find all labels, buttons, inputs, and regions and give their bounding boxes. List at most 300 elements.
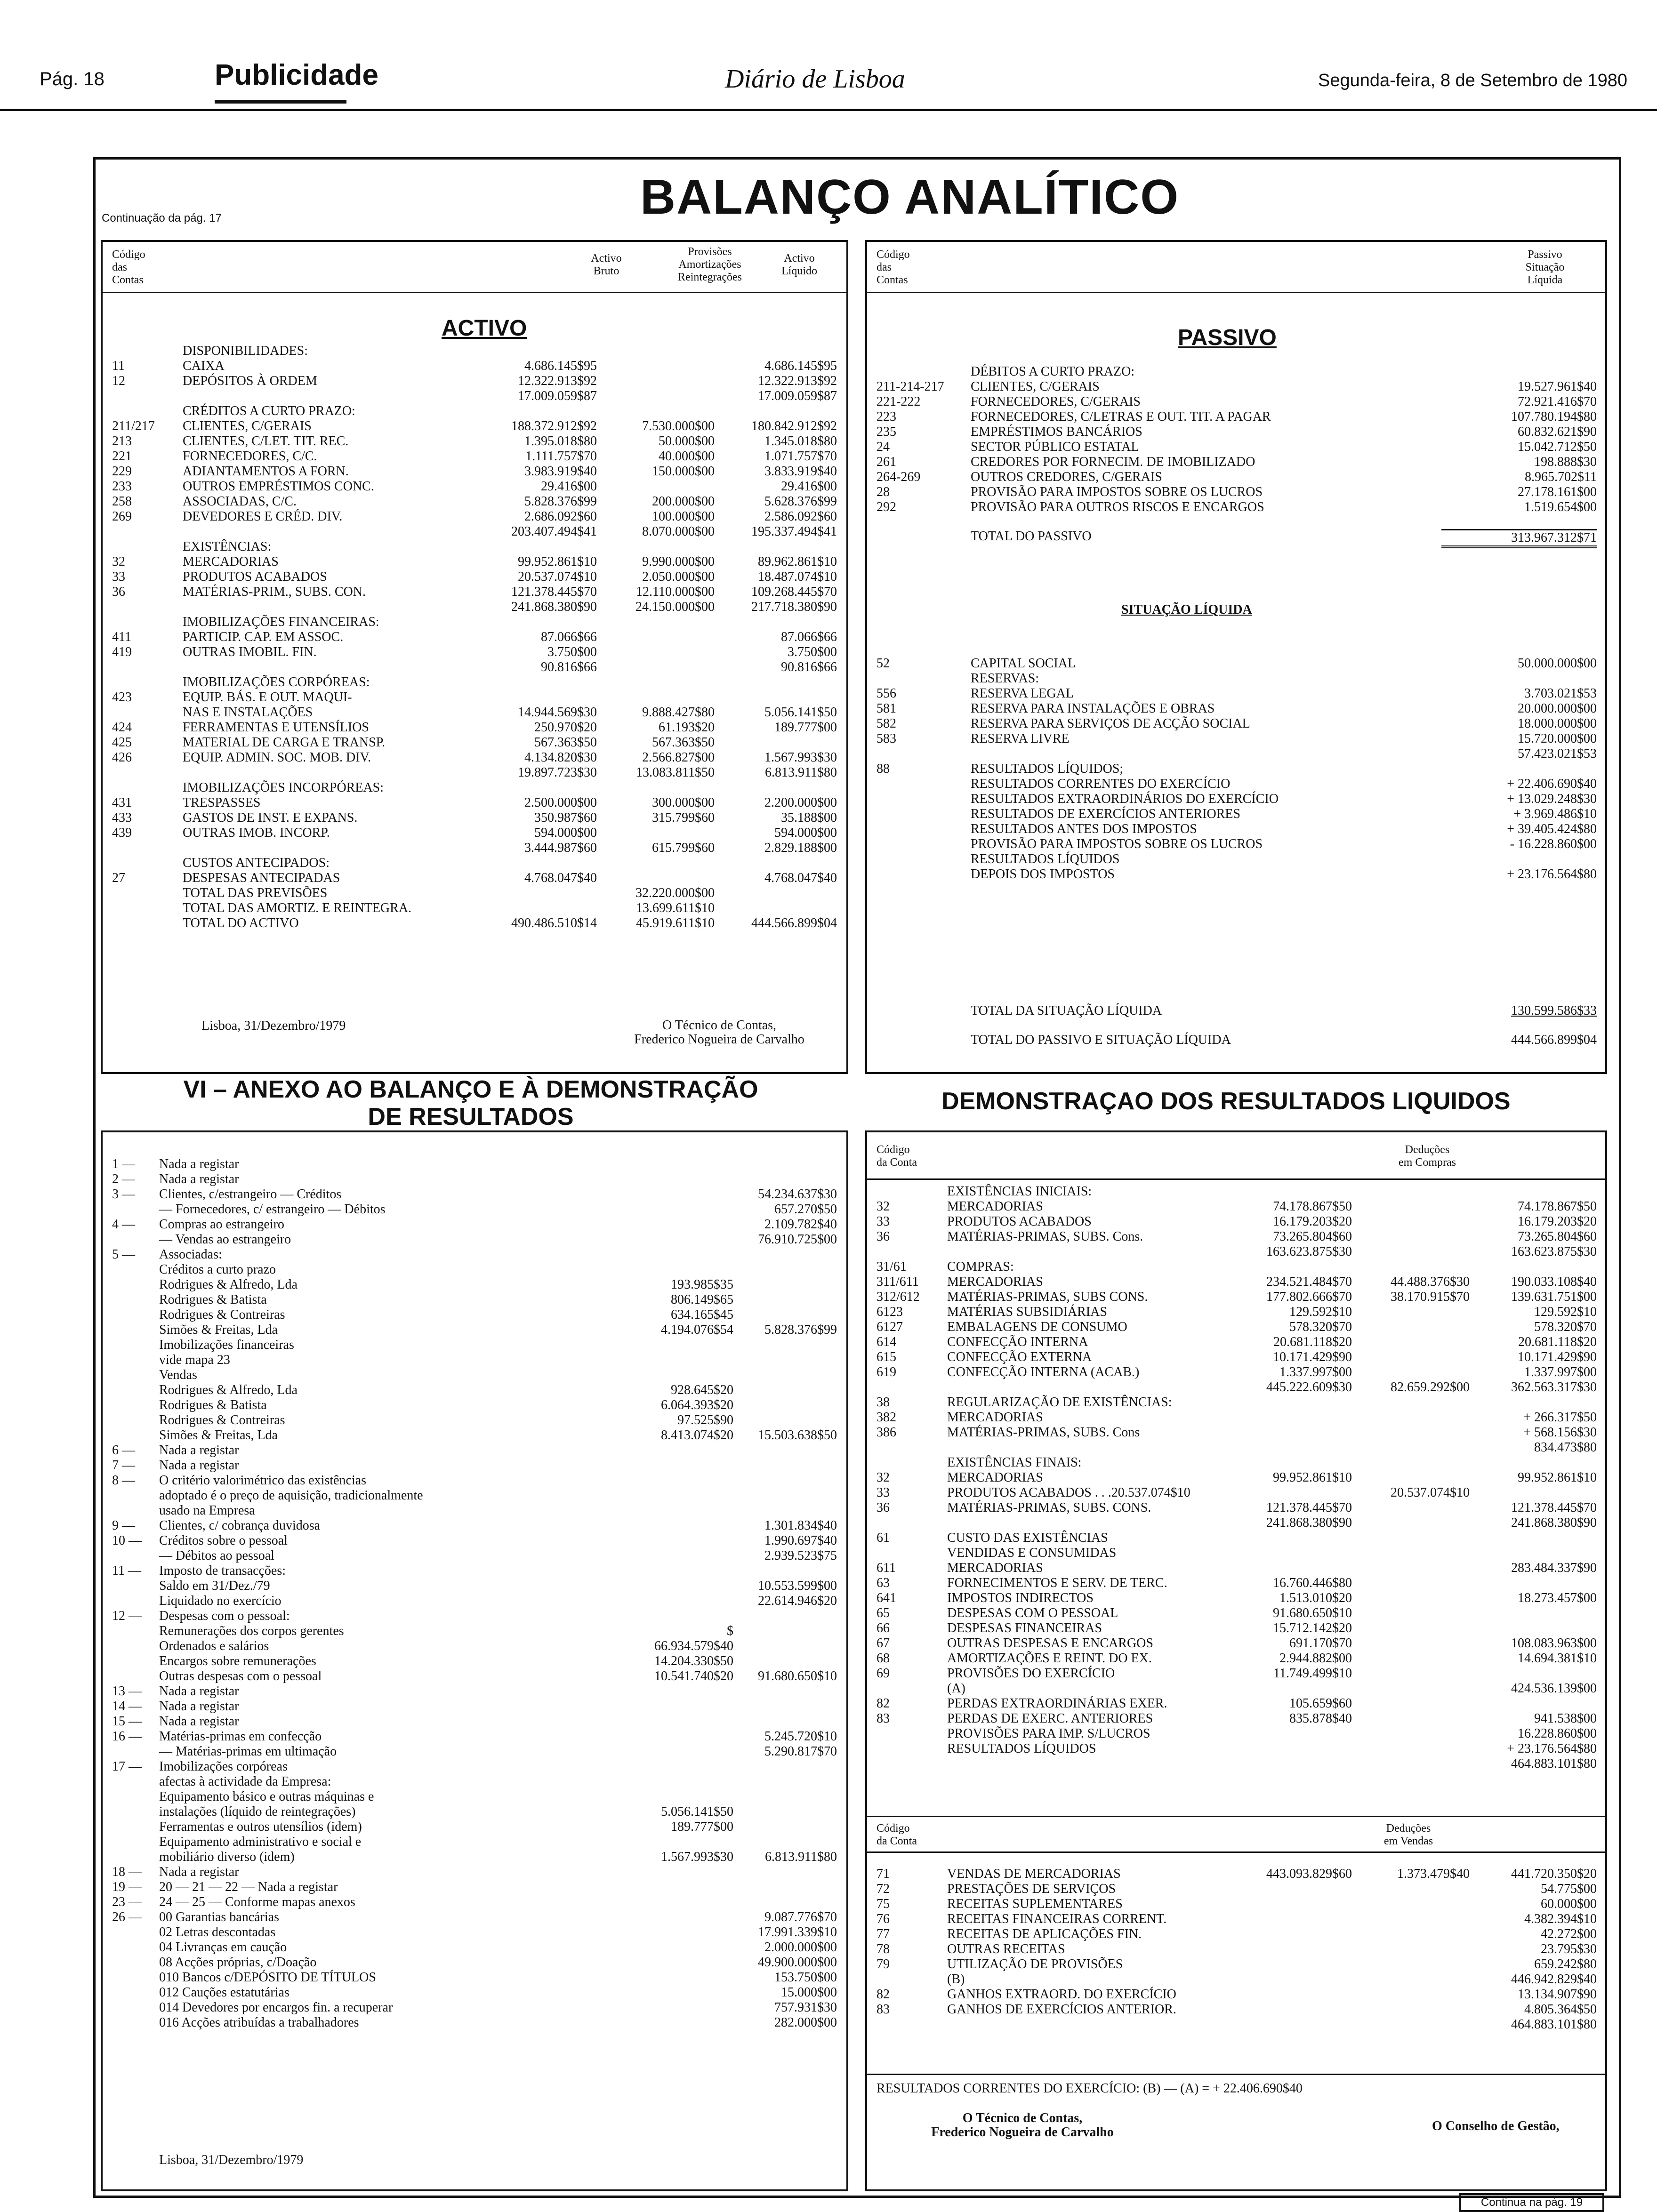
situacao-row-cell: CAPITAL SOCIAL: [971, 656, 1076, 671]
demo-top-row: [877, 1711, 1597, 1726]
anexo-row-cell: 10.553.599$00: [758, 1579, 837, 1593]
demo-top-row-cell: [1470, 1485, 1597, 1500]
anexo-row-cell: 49.900.000$00: [758, 1955, 837, 1970]
activo-row-cell: 250.970$20: [534, 720, 597, 735]
anexo-row-cell: [733, 1488, 837, 1503]
anexo-row-cell: vide mapa 23: [159, 1353, 230, 1367]
anexo-row-cell: Matérias-primas em confecção: [159, 1729, 322, 1744]
activo-col-liquido: Activo Líquido: [781, 252, 817, 277]
anexo-row-cell: [733, 1624, 837, 1639]
activo-row-cell: 444.566.899$04: [751, 916, 837, 930]
activo-row: [112, 886, 837, 901]
anexo-row-cell: 15.000$00: [781, 1985, 837, 2000]
activo-row-cell: 12: [112, 374, 125, 388]
passivo-box: [865, 240, 1607, 1074]
demo-top-row-cell: [1352, 1531, 1470, 1546]
activo-row-cell: [112, 916, 183, 931]
activo-row-cell: [597, 856, 715, 871]
anexo-row-cell: 26 —: [112, 1910, 142, 1924]
situacao-row-cell: [877, 807, 971, 822]
anexo-row-cell: 6.813.911$80: [765, 1850, 837, 1864]
demo-top-row-cell: 67: [877, 1636, 890, 1651]
demo-top-row-cell: 61: [877, 1531, 890, 1545]
demo-top-row-cell: 74.178.867$50: [1273, 1199, 1352, 1214]
section-underline: [215, 100, 346, 104]
demo-bottom-row-cell: GANHOS DE EXERCÍCIOS ANTERIOR.: [947, 2002, 1176, 2017]
demo-top-row-cell: 163.623.875$30: [1266, 1244, 1352, 1259]
anexo-row-cell: 11 —: [112, 1563, 141, 1578]
activo-row-cell: 221: [112, 449, 132, 464]
anexo-row-cell: [733, 1835, 837, 1850]
demo-top-row-cell: 1.337.997$00: [1279, 1365, 1352, 1379]
anexo-row-cell: Simões & Freitas, Lda: [159, 1428, 278, 1443]
anexo-row-cell: [733, 1609, 837, 1624]
demo-top-row-cell: AMORTIZAÇÕES E REINT. DO EX.: [947, 1651, 1152, 1666]
anexo-row-cell: [112, 1804, 159, 1819]
demo-top-row-cell: 66: [877, 1621, 890, 1635]
demo-top-row-cell: 16.179.203$20: [1273, 1214, 1352, 1229]
demo-bottom-row-cell: RECEITAS DE APLICAÇÕES FIN.: [947, 1927, 1142, 1941]
anexo-row-cell: [112, 2015, 159, 2030]
demo-top-row: [877, 1606, 1597, 1621]
situacao-row-cell: 88: [877, 761, 890, 776]
activo-row-cell: 490.486.510$14: [511, 916, 597, 930]
demo-top-row-cell: 362.563.317$30: [1511, 1380, 1597, 1395]
anexo-row: [112, 1819, 837, 1835]
demo-top-row-cell: 16.760.446$80: [1273, 1576, 1352, 1590]
activo-row-cell: IMOBILIZAÇÕES INCORPÓREAS:: [183, 780, 384, 795]
anexo-row-cell: [620, 1774, 733, 1789]
demo-col-code-top: Código da Conta: [877, 1144, 917, 1169]
demo-bottom-row-cell: 75: [877, 1897, 890, 1911]
anexo-row-cell: 657.270$50: [774, 1202, 837, 1217]
passivo-row-cell: OUTROS CREDORES, C/GERAIS: [971, 470, 1162, 484]
situacao-row-cell: RESULTADOS CORRENTES DO EXERCÍCIO: [971, 777, 1231, 791]
anexo-row-cell: Clientes, c/estrangeiro — Créditos: [159, 1187, 342, 1202]
anexo-row: [112, 1322, 837, 1338]
anexo-row-cell: afectas à actividade da Empresa:: [159, 1774, 331, 1789]
anexo-row-cell: 02 Letras descontadas: [159, 1925, 276, 1940]
demo-top-row-cell: [1470, 1696, 1597, 1711]
anexo-row-cell: Rodrigues & Contreiras: [159, 1307, 285, 1322]
passivo-table: [877, 364, 1597, 515]
anexo-row-cell: $: [727, 1624, 733, 1638]
activo-row-cell: 6.813.911$80: [765, 765, 837, 780]
demo-top-row-cell: 121.378.445$70: [1511, 1500, 1597, 1515]
demo-top-row-cell: [947, 1244, 1230, 1259]
activo-row-cell: [112, 404, 183, 419]
demo-top-row-cell: 424.536.139$00: [1511, 1681, 1597, 1696]
activo-row-cell: 315.799$60: [652, 810, 715, 825]
demo-top-row-cell: 578.320$70: [1534, 1320, 1597, 1334]
demo-top-row-cell: 73.265.804$60: [1518, 1229, 1597, 1244]
activo-row-cell: [183, 765, 484, 780]
activo-row-cell: MERCADORIAS: [183, 554, 279, 569]
activo-row-cell: 29.416$00: [781, 479, 837, 494]
anexo-row-cell: [733, 1262, 837, 1277]
demo-top-row-cell: [1352, 1320, 1470, 1335]
anexo-row-cell: [733, 1443, 837, 1458]
anexo-row-cell: 2.000.000$00: [764, 1940, 837, 1955]
demo-top-row-cell: CONFECÇÃO INTERNA (ACAB.): [947, 1365, 1140, 1379]
situacao-row-cell: 52: [877, 656, 890, 671]
passivo-row-cell: 198.888$30: [1534, 455, 1597, 469]
activo-row-cell: 567.363$50: [534, 735, 597, 750]
anexo-row: [112, 1202, 837, 1217]
activo-row: [112, 449, 837, 464]
demo-top-row-cell: [1230, 1259, 1352, 1274]
activo-row-cell: [112, 856, 183, 871]
anexo-row: [112, 1654, 837, 1669]
situacao-row-cell: RESERVAS:: [971, 671, 1039, 686]
activo-row-cell: 1.395.018$80: [524, 434, 597, 449]
activo-row: [112, 554, 837, 569]
continuation-note: Continuação da pág. 17: [102, 212, 222, 224]
passivo-row-cell: PROVISÃO PARA OUTROS RISCOS E ENCARGOS: [971, 500, 1264, 514]
anexo-row-cell: Equipamento básico e outras máquinas e: [159, 1789, 374, 1804]
anexo-row-cell: [620, 1187, 733, 1202]
anexo-row-cell: [733, 1563, 837, 1579]
activo-row-cell: [183, 600, 484, 615]
activo-row-cell: [112, 524, 183, 539]
anexo-row-cell: Compras ao estrangeiro: [159, 1217, 284, 1232]
activo-row: [112, 825, 837, 841]
passivo-row-cell: [1441, 364, 1597, 379]
activo-row-cell: ADIANTAMENTOS A FORN.: [183, 464, 349, 479]
demo-top-row-cell: 139.631.751$00: [1511, 1290, 1597, 1304]
activo-row-cell: 100.000$00: [652, 509, 715, 524]
demo-top-row-cell: [1470, 1576, 1597, 1591]
demo-top-row-cell: 18.273.457$00: [1518, 1591, 1597, 1605]
demo-top-row-cell: [1352, 1711, 1470, 1726]
anexo-row: [112, 1157, 837, 1172]
passivo-row-cell: 292: [877, 500, 896, 514]
anexo-row-cell: Rodrigues & Alfredo, Lda: [159, 1383, 298, 1397]
anexo-row-cell: [620, 1368, 733, 1383]
demo-bottom-row-cell: [1230, 1882, 1352, 1897]
demo-top-row-cell: CUSTO DAS EXISTÊNCIAS: [947, 1531, 1108, 1545]
demo-top-row-cell: 10.171.429$90: [1518, 1350, 1597, 1364]
activo-row: [112, 615, 837, 630]
activo-row: [112, 690, 837, 705]
anexo-row-cell: [112, 1383, 159, 1398]
demo-top-row-cell: [1470, 1606, 1597, 1621]
activo-row-cell: 5.628.376$99: [764, 494, 837, 509]
demo-top-row-cell: 312/612: [877, 1290, 920, 1304]
demo-top-row: [877, 1651, 1597, 1666]
anexo-row-cell: 14 —: [112, 1699, 142, 1714]
situacao-row-cell: 15.720.000$00: [1518, 731, 1597, 746]
activo-row-cell: 4.686.145$95: [524, 359, 597, 373]
activo-row-cell: 2.050.000$00: [642, 569, 715, 584]
demo-bottom-row-cell: [877, 2017, 947, 2032]
anexo-title-line1: VI – ANEXO AO BALANÇO E À DEMONSTRAÇÃO: [183, 1076, 758, 1103]
demo-top-row: [877, 1184, 1597, 1199]
passivo-row-cell: 19.527.961$40: [1518, 379, 1597, 394]
demo-top-row: [877, 1214, 1597, 1229]
demo-top-row-cell: [877, 1455, 947, 1470]
anexo-row: [112, 1985, 837, 2000]
activo-row-cell: 7.530.000$00: [642, 419, 715, 433]
activo-row-cell: 229: [112, 464, 132, 479]
anexo-row-cell: 97.525$90: [677, 1413, 733, 1427]
situacao-row: [877, 837, 1597, 852]
activo-row-cell: 2.686.092$60: [524, 509, 597, 524]
demo-bottom-row-cell: 659.242$80: [1534, 1957, 1597, 1972]
activo-header-rule: [103, 292, 846, 293]
anexo-row-cell: [620, 1865, 733, 1880]
passivo-row-cell: 264-269: [877, 470, 921, 484]
activo-row-cell: 87.066$66: [541, 630, 597, 644]
demo-top-row-cell: 20.681.118$20: [1518, 1335, 1597, 1349]
anexo-row-cell: [112, 1669, 159, 1684]
anexo-row-cell: [733, 1819, 837, 1835]
anexo-row-cell: 2.109.782$40: [764, 1217, 837, 1232]
anexo-title-line2: DE RESULTADOS: [368, 1103, 574, 1130]
demo-bottom-row-cell: 60.000$00: [1541, 1897, 1597, 1911]
activo-row: [112, 645, 837, 660]
demo-top-row-cell: 6127: [877, 1320, 903, 1334]
anexo-row-cell: [733, 1654, 837, 1669]
situacao-row-cell: + 22.406.690$40: [1507, 777, 1597, 791]
demo-top-row-cell: [1230, 1561, 1352, 1576]
anexo-row-cell: mobiliário diverso (idem): [159, 1850, 295, 1864]
situacao-row-cell: + 39.405.424$80: [1507, 822, 1597, 836]
activo-row-cell: [112, 389, 183, 404]
demo-top-row-cell: 99.952.861$10: [1518, 1470, 1597, 1485]
anexo-row-cell: [112, 1548, 159, 1563]
activo-row: [112, 374, 837, 389]
activo-row-cell: 188.372.912$92: [511, 419, 597, 433]
activo-row-cell: 423: [112, 690, 132, 705]
anexo-row-cell: [112, 1940, 159, 1955]
anexo-row-cell: 1.567.993$30: [661, 1850, 733, 1864]
activo-row-cell: 87.066$66: [781, 630, 837, 644]
demo-top-row-cell: 641: [877, 1591, 896, 1605]
activo-row-cell: CLIENTES, C/LET. TIT. REC.: [183, 434, 349, 449]
demo-top-row-cell: PROVISÕES DO EXERCÍCIO: [947, 1666, 1115, 1681]
activo-row-cell: 241.868.380$90: [511, 600, 597, 614]
activo-row: [112, 359, 837, 374]
anexo-row-cell: 6.064.393$20: [661, 1398, 733, 1412]
activo-row-cell: 14.944.569$30: [518, 705, 597, 720]
anexo-row-cell: 1 —: [112, 1157, 135, 1171]
demo-top-row-cell: [1230, 1741, 1352, 1756]
situacao-row-cell: RESERVA PARA SERVIÇOS DE ACÇÃO SOCIAL: [971, 716, 1250, 731]
demo-top-row: [877, 1561, 1597, 1576]
demo-bottom-row-cell: [1352, 1987, 1470, 2002]
demo-top-row-cell: 38: [877, 1395, 890, 1410]
anexo-row: [112, 1579, 837, 1594]
activo-row-cell: [715, 344, 837, 359]
header-rule: [0, 109, 1657, 111]
anexo-row-cell: [620, 1970, 733, 1985]
activo-row-cell: FORNECEDORES, C/C.: [183, 449, 317, 464]
demo-top-row-cell: [1352, 1651, 1470, 1666]
demo-bottom-row: [877, 1972, 1597, 1987]
anexo-row: [112, 1292, 837, 1307]
demo-bottom-row-cell: [1352, 1957, 1470, 1972]
situacao-heading: SITUAÇÃO LÍQUIDA: [1121, 602, 1252, 617]
activo-row-cell: PRODUTOS ACABADOS: [183, 569, 327, 584]
demo-bottom-row-cell: PRESTAÇÕES DE SERVIÇOS: [947, 1882, 1116, 1896]
activo-row-cell: 9.990.000$00: [642, 554, 715, 569]
demo-top-row-cell: [947, 1380, 1230, 1395]
activo-row-cell: 2.566.827$00: [642, 750, 715, 765]
activo-row-cell: IMOBILIZAÇÕES FINANCEIRAS:: [183, 615, 379, 629]
activo-row-cell: 258: [112, 494, 132, 509]
situacao-row: [877, 686, 1597, 701]
anexo-row: [112, 1940, 837, 1955]
demo-top-row-cell: + 23.176.564$80: [1507, 1741, 1597, 1756]
demo-top-row-cell: REGULARIZAÇÃO DE EXISTÊNCIAS:: [947, 1395, 1172, 1410]
demo-top-row-cell: [1352, 1561, 1470, 1576]
anexo-row-cell: Associadas:: [159, 1247, 222, 1262]
situacao-row-cell: [877, 837, 971, 852]
demo-top-row-cell: [1352, 1410, 1470, 1425]
passivo-row-cell: 223: [877, 409, 896, 424]
demo-bottom-row-cell: 23.795$30: [1541, 1942, 1597, 1956]
demo-top-row: [877, 1380, 1597, 1395]
anexo-row-cell: 2.939.523$75: [764, 1548, 837, 1563]
demo-top-row-cell: 835.878$40: [1289, 1711, 1352, 1726]
anexo-row-cell: [733, 1172, 837, 1187]
anexo-row-cell: 193.985$35: [671, 1277, 733, 1292]
anexo-row: [112, 1262, 837, 1277]
anexo-row-cell: [733, 1714, 837, 1729]
demo-top-row-cell: [1352, 1666, 1470, 1681]
anexo-row-cell: [620, 1835, 733, 1850]
anexo-row-cell: 5.245.720$10: [764, 1729, 837, 1744]
demo-bottom-row-cell: OUTRAS RECEITAS: [947, 1942, 1065, 1956]
activo-row-cell: [112, 765, 183, 780]
activo-row-cell: 12.322.913$92: [758, 374, 837, 388]
anexo-row-cell: [733, 1865, 837, 1880]
demo-top-row-cell: DESPESAS FINANCEIRAS: [947, 1621, 1102, 1635]
anexo-row-cell: [112, 1292, 159, 1307]
demo-top-row-cell: 129.592$10: [1289, 1305, 1352, 1319]
anexo-row-cell: [620, 1880, 733, 1895]
anexo-row-cell: [620, 1262, 733, 1277]
demo-top-row-cell: 234.521.484$70: [1266, 1274, 1352, 1289]
demo-sign-name: Frederico Nogueira de Carvalho: [931, 2125, 1114, 2140]
demo-top-row-cell: [1352, 1350, 1470, 1365]
anexo-row-cell: 9.087.776$70: [764, 1910, 837, 1924]
activo-row-cell: 203.407.494$41: [511, 524, 597, 539]
demo-top-row-cell: PRODUTOS ACABADOS . . .20.537.074$10: [947, 1485, 1190, 1500]
anexo-row: [112, 1895, 837, 1910]
demo-bottom-row-cell: 54.775$00: [1541, 1882, 1597, 1896]
activo-row-cell: 180.842.912$92: [751, 419, 837, 433]
anexo-row-cell: [112, 1353, 159, 1368]
demo-top-row-cell: [1470, 1259, 1597, 1274]
anexo-row-cell: [733, 1277, 837, 1292]
situacao-row-cell: 581: [877, 701, 896, 716]
demo-top-row-cell: [1352, 1244, 1470, 1259]
demo-top-row-cell: 15.712.142$20: [1273, 1621, 1352, 1635]
demo-bottom-row-cell: [1352, 2002, 1470, 2017]
demo-top-row: [877, 1455, 1597, 1470]
demo-top-row-cell: 83: [877, 1711, 890, 1726]
demo-top-row-cell: 82: [877, 1696, 890, 1711]
passivo-row: [877, 394, 1597, 409]
demo-top-row: [877, 1726, 1597, 1741]
situacao-row: [877, 761, 1597, 777]
anexo-row-cell: 91.680.650$10: [758, 1669, 837, 1683]
activo-row-cell: 24.150.000$00: [635, 600, 715, 614]
demo-top-row-cell: [1470, 1455, 1597, 1470]
activo-row-cell: DESPESAS ANTECIPADAS: [183, 871, 340, 885]
demo-top-row-cell: 177.802.666$70: [1266, 1290, 1352, 1304]
demo-top-row-cell: [1352, 1305, 1470, 1320]
demo-top-row-cell: 36: [877, 1500, 890, 1515]
activo-row-cell: [715, 690, 837, 705]
anexo-row: [112, 1880, 837, 1895]
demo-top-row-cell: [1352, 1696, 1470, 1711]
demo-top-row-cell: [1352, 1741, 1470, 1756]
activo-row-cell: GASTOS DE INST. E EXPANS.: [183, 810, 358, 825]
anexo-row-cell: [620, 1202, 733, 1217]
activo-row-cell: [112, 660, 183, 675]
anexo-row: [112, 1172, 837, 1187]
anexo-row-cell: [733, 1880, 837, 1895]
activo-row-cell: 213: [112, 434, 132, 449]
anexo-row-cell: [733, 1503, 837, 1518]
demo-top-row-cell: [1352, 1500, 1470, 1515]
demo-top-row-cell: [877, 1184, 947, 1199]
demo-col-deductions-top: Deduções em Compras: [1399, 1144, 1456, 1169]
passivo-row-cell: DÉBITOS A CURTO PRAZO:: [971, 364, 1135, 379]
anexo-row-cell: [112, 1955, 159, 1970]
anexo-row-cell: 2 —: [112, 1172, 135, 1186]
activo-row: [112, 494, 837, 509]
activo-row: [112, 916, 837, 931]
anexo-row-cell: 12 —: [112, 1609, 142, 1623]
total-situacao-value: 130.599.586$33: [1511, 1003, 1597, 1018]
demo-bottom-row-cell: (B): [947, 1972, 965, 1987]
anexo-row-cell: Nada a registar: [159, 1684, 239, 1699]
demo-top-row: [877, 1274, 1597, 1290]
demo-top-row-cell: CONFECÇÃO EXTERNA: [947, 1350, 1092, 1364]
situacao-row: [877, 822, 1597, 837]
demo-top-row-cell: [1230, 1395, 1352, 1410]
demo-top-row-cell: MATÉRIAS-PRIMAS, SUBS. Cons.: [947, 1229, 1143, 1244]
activo-row: [112, 344, 837, 359]
passivo-row-cell: 24: [877, 440, 890, 454]
demo-bottom-row: [877, 1882, 1597, 1897]
activo-row-cell: CUSTOS ANTECIPADOS:: [183, 856, 330, 870]
anexo-row: [112, 1804, 837, 1819]
activo-row-cell: [484, 886, 597, 901]
activo-row-cell: 33: [112, 569, 125, 584]
activo-row: [112, 841, 837, 856]
demo-top-row-cell: 99.952.861$10: [1273, 1470, 1352, 1485]
total-geral-value: 444.566.899$04: [1511, 1033, 1597, 1047]
newspaper-name: Diário de Lisboa: [725, 64, 905, 94]
activo-row-cell: 433: [112, 810, 132, 825]
demo-top-row-cell: PERDAS DE EXERC. ANTERIORES: [947, 1711, 1153, 1726]
demo-top-row-cell: [1230, 1681, 1352, 1696]
anexo-row-cell: Remunerações dos corpos gerentes: [159, 1624, 344, 1638]
situacao-row-cell: [971, 746, 1441, 761]
anexo-row-cell: [620, 1217, 733, 1232]
anexo-row-cell: [733, 1368, 837, 1383]
anexo-row-cell: [620, 1232, 733, 1247]
anexo-row-cell: — Vendas ao estrangeiro: [159, 1232, 291, 1247]
demo-top-row-cell: EMBALAGENS DE CONSUMO: [947, 1320, 1127, 1334]
demo-bottom-row-cell: GANHOS EXTRAORD. DO EXERCÍCIO: [947, 1987, 1176, 2002]
activo-row-cell: [597, 780, 715, 795]
